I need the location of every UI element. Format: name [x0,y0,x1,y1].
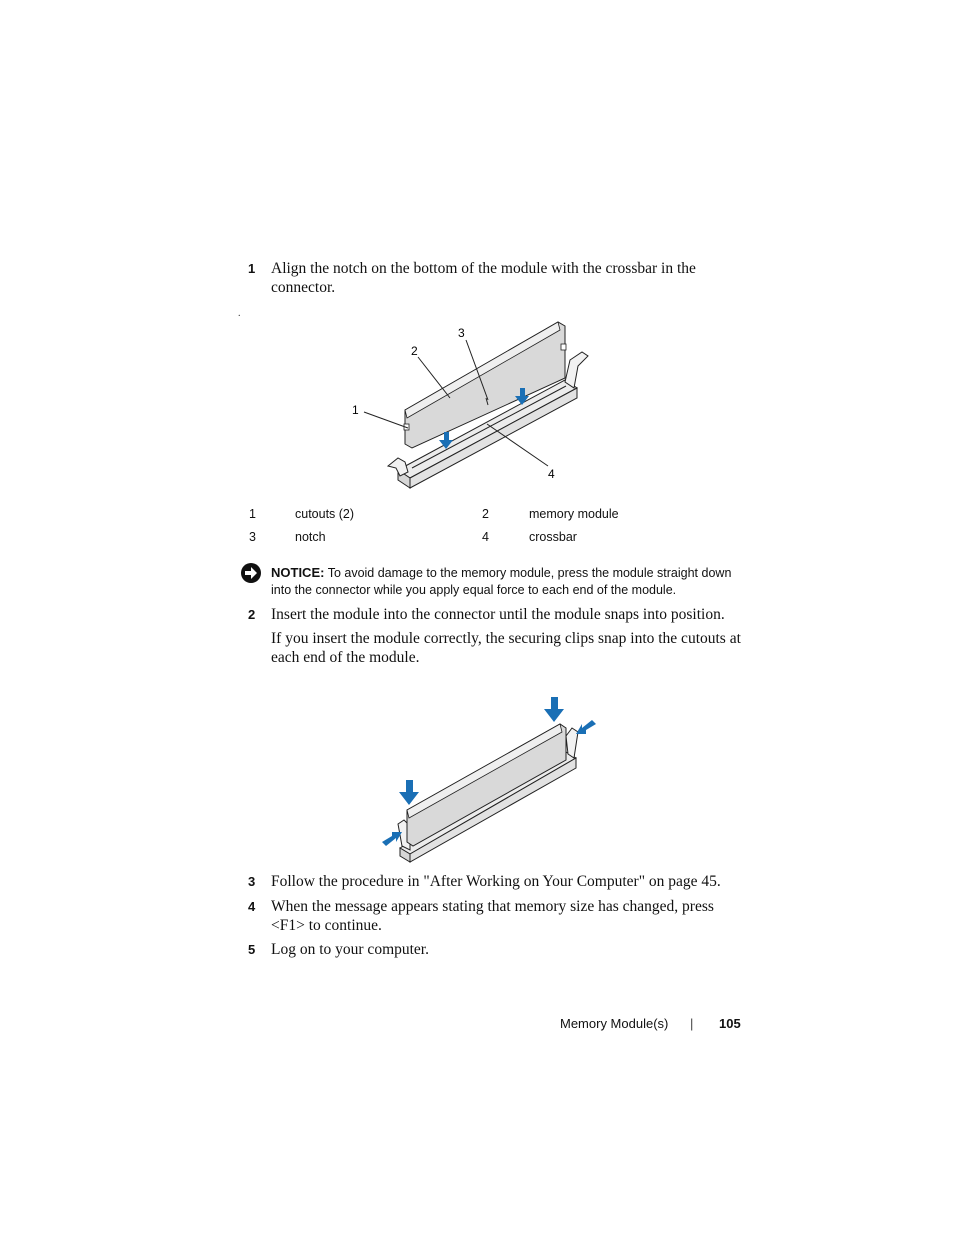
legend-label: notch [295,530,326,544]
step-2-followup: If you insert the module correctly, the securing clips snap into the cutouts at each end of the module. [271,630,741,666]
step-text: Follow the procedure in "After Working on Your Computer" on page 45. [271,873,721,890]
callout-2: 2 [411,344,418,358]
notice-body: To avoid damage to the memory module, press the module straight down into the connector while you apply equal force to each end of the module. [271,566,732,597]
step-text: When the message appears stating that memory size has changed, press <F1> to continue. [271,898,714,934]
notice-text [271,564,751,599]
legend-number: 2 [482,507,489,521]
step-text: Align the notch on the bottom of the module with the crossbar in the connector. [271,260,696,296]
step-number: 1 [248,261,256,276]
notice-label: NOTICE: [271,565,325,580]
step-number: 5 [248,942,256,957]
page-number: 105 [719,1016,741,1031]
callout-3: 3 [458,326,465,340]
figure-module-seated [375,690,605,865]
figure-module-alignment [340,318,610,493]
callout-4: 4 [548,467,555,481]
step-number: 2 [248,607,256,622]
notice-arrow-icon [240,562,262,584]
step-number: 4 [248,899,256,914]
footer-section-title: Memory Module(s) [560,1016,669,1031]
callout-1: 1 [352,403,359,417]
step-text: Log on to your computer. [271,941,429,958]
legend-number: 4 [482,530,489,544]
figure-legend [249,507,669,553]
step-text: Insert the module into the connector until the module snaps into position. [271,606,725,623]
step-number: 3 [248,874,256,889]
footer-separator: | [690,1016,694,1031]
legend-label: crossbar [529,530,577,544]
legend-number: 3 [249,530,256,544]
legend-label: cutouts (2) [295,507,355,521]
stray-dot: . [238,308,241,319]
legend-number: 1 [249,507,256,521]
legend-label: memory module [529,507,619,521]
